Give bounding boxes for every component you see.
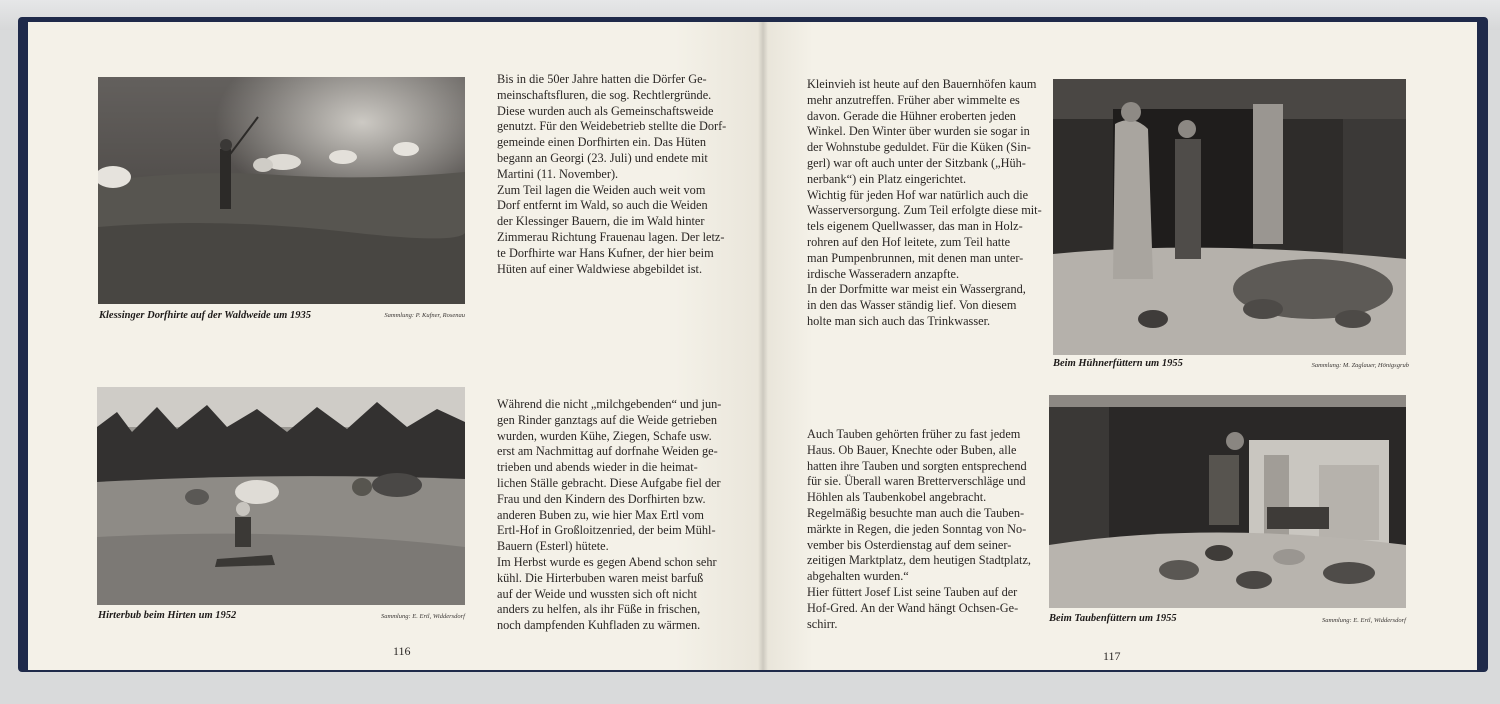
text-line: gemeinde einen Dorfhirten ein. Das Hüten — [497, 135, 706, 150]
photo-credit: Sammlung: E. Ertl, Widdersdorf — [381, 613, 465, 620]
photo-feeding-chickens — [1053, 79, 1406, 355]
text-line: Hof-Gred. An der Wand hängt Ochsen-Ge- — [807, 600, 1019, 615]
text-line: rohren auf den Hof leitete, zum Teil hatte — [807, 234, 1011, 249]
text-line: man Pumpenbrunnen, mit denen man unter- — [807, 250, 1024, 265]
text-line: davon. Gerade die Hühner eroberten jeden — [807, 108, 1016, 123]
text-line: kühl. Die Hirterbuben waren meist barfuß — [497, 570, 704, 585]
photo-feeding-pigeons — [1049, 395, 1406, 608]
text-line: der Klessinger Bauern, die im Wald hinter — [497, 214, 705, 229]
text-line: in den das Wasser ständig lief. Von diesem — [807, 298, 1017, 313]
text-line: Auch Tauben gehörten früher zu fast jedem — [807, 427, 1021, 441]
book-gutter — [758, 22, 768, 670]
text-line: gerl) war oft auch unter der Sitzbank („Hüh- — [807, 155, 1026, 170]
text-line: te Dorfhirte war Hans Kufner, der hier beim — [497, 245, 714, 260]
photo-caption: Hirterbub beim Hirten um 1952 — [98, 610, 237, 621]
text-line: Winkel. Den Winter über wurden sie sogar in — [807, 124, 1030, 139]
text-line: Kleinvieh ist heute auf den Bauernhöfen kaum — [807, 77, 1037, 91]
text-line: trieben und abends wieder in die heimat- — [497, 460, 698, 475]
text-line: Hier füttert Josef List seine Tauben auf der — [807, 584, 1018, 599]
text-line: noch dampfenden Kuhfladen zu wärmen. — [497, 618, 701, 633]
text-block-herding — [497, 397, 721, 634]
text-line: Diese wurden auch als Gemeinschaftsweide — [497, 103, 714, 118]
text-line: vember bis Osterdienstag auf dem seiner- — [807, 537, 1012, 552]
photo-caption: Klessinger Dorfhirte auf der Waldweide um 1935 — [99, 310, 311, 321]
text-line: begann an Georgi (23. Juli) und endete mit — [497, 150, 708, 165]
page-number: 117 — [1103, 649, 1121, 663]
photo-herd-boy — [97, 387, 465, 605]
text-line: Regelmäßig besuchte man auch die Tauben- — [807, 505, 1025, 520]
text-line: Höhlen als Taubenkobel angebracht. — [807, 490, 987, 505]
text-line: In der Dorfmitte war meist ein Wassergrand, — [807, 282, 1026, 297]
text-line: Wasserversorgung. Zum Teil erfolgte diese mit- — [807, 203, 1042, 218]
right-page — [763, 22, 1477, 670]
text-line: der Wohnstube geduldet. Für die Küken (Sin- — [807, 140, 1031, 155]
text-line: lichen Ställe gebracht. Diese Aufgabe fiel der — [497, 475, 721, 490]
text-line: Dorf entfernt im Wald, so auch die Weiden — [497, 198, 708, 213]
photo-village-herdsman — [98, 77, 465, 304]
text-line: Im Herbst wurde es gegen Abend schon sehr — [497, 554, 717, 569]
left-page — [28, 22, 763, 670]
text-line: für sie. Überall waren Bretterverschläge und — [807, 474, 1026, 489]
text-line: abgehalten wurden.“ — [807, 569, 909, 584]
text-line: anders zu helfen, als ihr Füße in frischen, — [497, 602, 701, 617]
text-block-small-livestock — [807, 77, 1042, 330]
photo-caption: Beim Taubenfüttern um 1955 — [1049, 613, 1177, 624]
text-line: Frau und den Kindern des Dorfhirten bzw. — [497, 491, 706, 506]
photo-credit: Sammlung: M. Zaglauer, Hönigsgrub — [1311, 362, 1409, 369]
text-line: zeitigen Marktplatz, dem heutigen Stadtplatz, — [807, 553, 1032, 568]
text-line: mehr anzutreffen. Früher aber wimmelte es — [807, 92, 1020, 107]
text-line: Ertl-Hof in Großloitzenried, der beim Mühl- — [497, 523, 716, 538]
text-line: Martini (11. November). — [497, 166, 619, 181]
text-line: märkte in Regen, die jeden Sonntag von No- — [807, 521, 1027, 536]
text-line: Zum Teil lagen die Weiden auch weit vom — [497, 182, 706, 197]
text-line: tels eigenem Quellwasser, das man in Holz- — [807, 219, 1023, 234]
text-block-pigeons — [807, 427, 1031, 632]
text-line: Während die nicht „milchgebenden“ und jun- — [497, 397, 722, 411]
text-line: hatten ihre Tauben und sorgten entsprechend — [807, 458, 1027, 473]
text-line: gen Rinder ganztags auf die Weide getrieben — [497, 412, 718, 427]
photo-credit: Sammlung: E. Ertl, Widdersdorf — [1322, 617, 1406, 624]
text-line: Wichtig für jeden Hof war natürlich auch die — [807, 187, 1029, 202]
text-line: Haus. Ob Bauer, Knechte oder Buben, alle — [807, 442, 1017, 457]
text-line: anderen Buben zu, wie hier Max Ertl vom — [497, 507, 704, 522]
text-line: Bauern (Esterl) hütete. — [497, 539, 609, 554]
text-line: schirr. — [807, 616, 838, 631]
text-line: holte man sich auch das Trinkwasser. — [807, 313, 991, 328]
text-line: wurden, wurden Kühe, Ziegen, Schafe usw. — [497, 428, 712, 443]
text-line: genutzt. Für den Weidebetrieb stellte die Dorf- — [497, 119, 727, 134]
text-line: Bis in die 50er Jahre hatten die Dörfer Ge- — [497, 72, 707, 86]
text-line: Zimmerau Richtung Frauenau lagen. Der letz- — [497, 229, 725, 244]
text-line: nerbank“) ein Platz eingerichtet. — [807, 171, 967, 186]
text-line: Hüten auf einer Waldwiese abgebildet ist. — [497, 261, 703, 276]
text-line: erst am Nachmittag auf dorfnahe Weiden ge- — [497, 444, 718, 459]
text-line: auf der Weide und wussten sich oft nicht — [497, 586, 697, 601]
text-line: irdische Wasseradern anzapfte. — [807, 266, 960, 281]
page-number: 116 — [393, 644, 411, 658]
photo-caption: Beim Hühnerfüttern um 1955 — [1053, 358, 1183, 369]
text-block-pasture-history — [497, 72, 726, 277]
photo-credit: Sammlung: P. Kufner, Rosenau — [384, 312, 465, 319]
text-line: meinschaftsfluren, die sog. Rechtlergründe. — [497, 87, 712, 102]
